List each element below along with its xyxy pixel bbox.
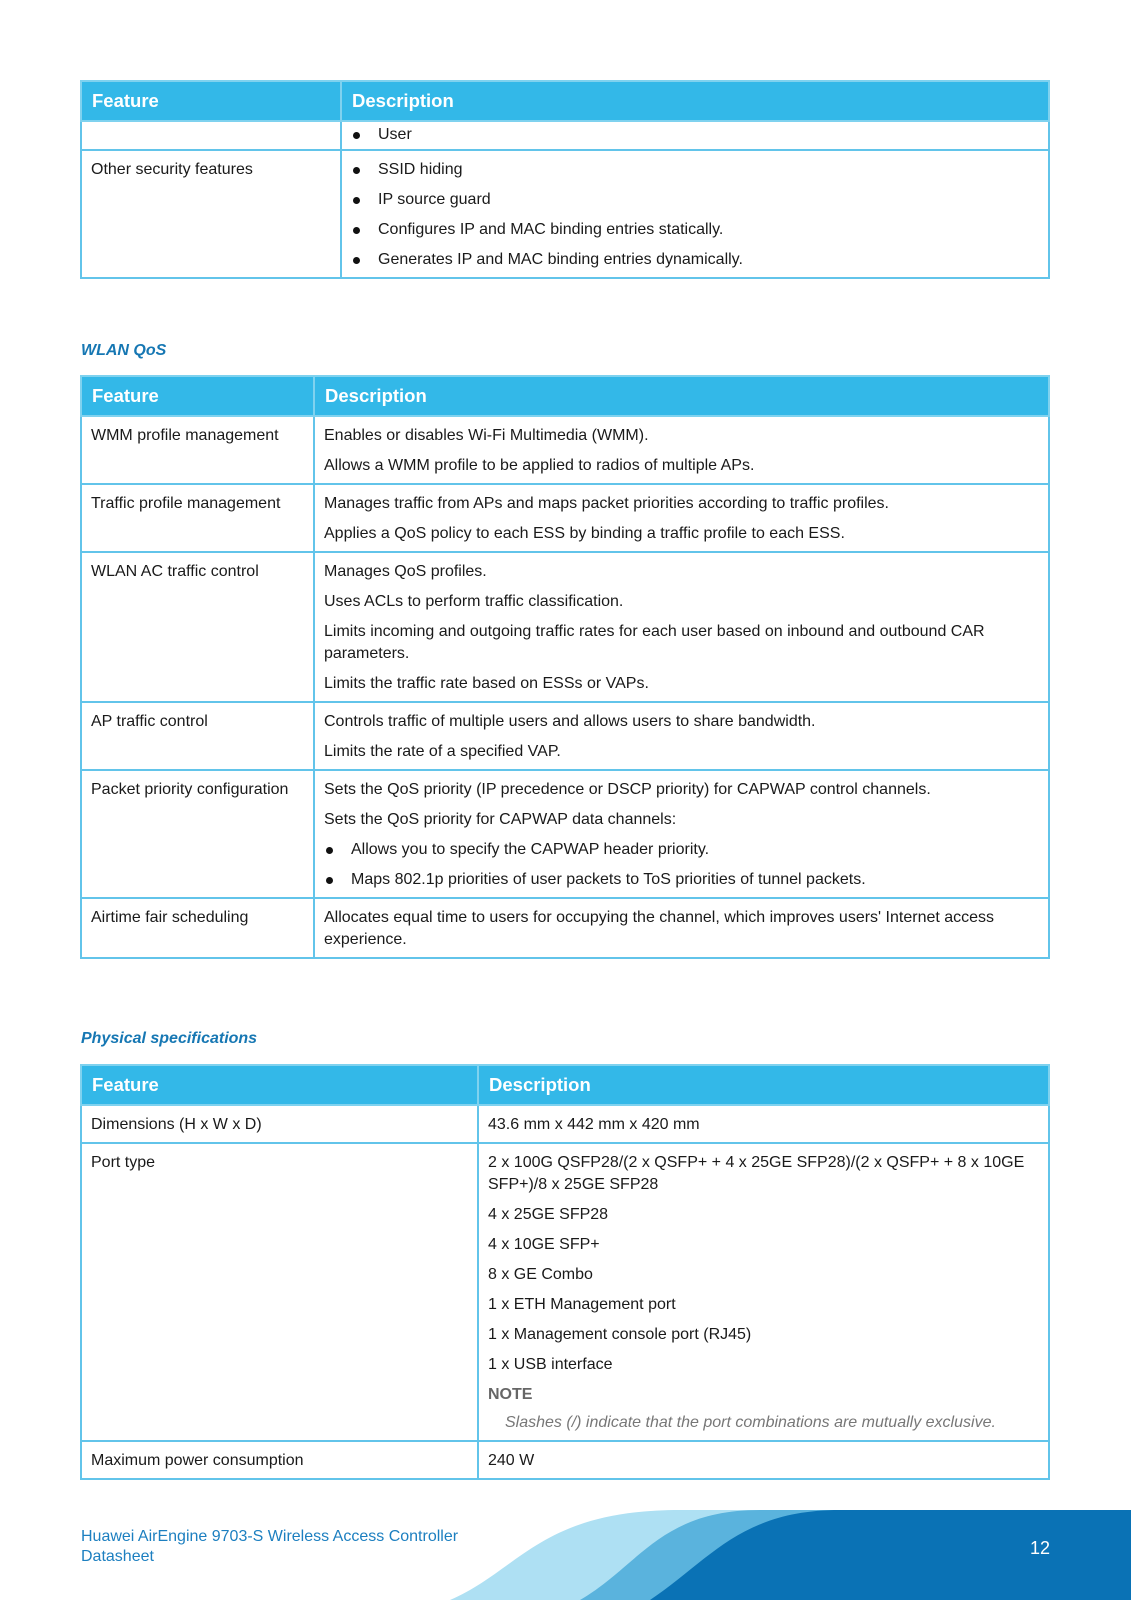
- description-line: Allocates equal time to users for occupying the channel, which improves users' Internet access experience.: [324, 909, 995, 948]
- note-label: NOTE: [488, 1386, 533, 1403]
- bullet-item: Allows you to specify the CAPWAP header priority.: [324, 839, 1039, 861]
- column-header-description: Description: [314, 376, 1049, 416]
- description-cell: [314, 898, 1049, 958]
- description-line: 1 x ETH Management port: [488, 1296, 676, 1313]
- feature-cell: WMM profile management: [81, 416, 314, 484]
- feature-cell: Dimensions (H x W x D): [81, 1105, 478, 1143]
- feature-cell: Packet priority configuration: [81, 770, 314, 898]
- feature-cell: Maximum power consumption: [81, 1441, 478, 1479]
- footer-line-2: Datasheet: [81, 1548, 154, 1565]
- bullet-item: IP source guard: [351, 189, 1039, 211]
- feature-cell: AP traffic control: [81, 702, 314, 770]
- description-cell: [341, 121, 1049, 150]
- feature-cell: WLAN AC traffic control: [81, 552, 314, 702]
- table-row: [81, 898, 1049, 958]
- description-line: 4 x 25GE SFP28: [488, 1206, 609, 1223]
- description-cell: [478, 1105, 1049, 1143]
- description-cell: [314, 484, 1049, 552]
- description-cell: [341, 150, 1049, 278]
- description-line: Enables or disables Wi-Fi Multimedia (WMM).: [324, 427, 649, 444]
- description-line: Allows a WMM profile to be applied to radios of multiple APs.: [324, 457, 755, 474]
- section-title-wlan-qos: WLAN QoS: [81, 342, 167, 359]
- description-line: Limits incoming and outgoing traffic rates for each user based on inbound and outbound CAR parameters.: [324, 623, 985, 662]
- bullet-item: User: [351, 124, 1039, 146]
- security-features-table: [80, 80, 1050, 279]
- section-title-physical-specifications: Physical specifications: [81, 1030, 258, 1047]
- table-row: [81, 552, 1049, 702]
- description-cell: [314, 552, 1049, 702]
- bullet-item: SSID hiding: [351, 159, 1039, 181]
- table-row: [81, 770, 1049, 898]
- description-cell: [314, 770, 1049, 898]
- description-line: 240 W: [488, 1452, 535, 1469]
- description-line: Sets the QoS priority for CAPWAP data channels:: [324, 811, 677, 828]
- column-header-description: Description: [478, 1065, 1049, 1105]
- note-text: Slashes (/) indicate that the port combinations are mutually exclusive.: [505, 1414, 996, 1431]
- description-line: Manages traffic from APs and maps packet priorities according to traffic profiles.: [324, 495, 889, 512]
- description-line: Sets the QoS priority (IP precedence or DSCP priority) for CAPWAP control channels.: [324, 781, 931, 798]
- bullet-item: Generates IP and MAC binding entries dynamically.: [351, 249, 1039, 271]
- feature-cell: Traffic profile management: [81, 484, 314, 552]
- description-line: Limits the rate of a specified VAP.: [324, 743, 561, 760]
- table-row: [81, 1143, 1049, 1441]
- description-cell: [314, 702, 1049, 770]
- description-line: 43.6 mm x 442 mm x 420 mm: [488, 1116, 700, 1133]
- wlan-qos-table: [80, 375, 1050, 959]
- table-row: [81, 484, 1049, 552]
- table-row: [81, 1441, 1049, 1479]
- page-number: 12: [1030, 1538, 1051, 1558]
- footer-document-title: [81, 1527, 458, 1567]
- description-line: 8 x GE Combo: [488, 1266, 593, 1283]
- table-row: [81, 121, 1049, 150]
- table-row: [81, 1105, 1049, 1143]
- description-line: 1 x USB interface: [488, 1356, 613, 1373]
- description-cell: [478, 1143, 1049, 1441]
- description-line: 2 x 100G QSFP28/(2 x QSFP+ + 4 x 25GE SFP28)/(2 x QSFP+ + 8 x 10GE SFP+)/8 x 25GE SFP28: [488, 1154, 1025, 1193]
- column-header-feature: Feature: [81, 376, 314, 416]
- description-line: Controls traffic of multiple users and allows users to share bandwidth.: [324, 713, 816, 730]
- description-line: Applies a QoS policy to each ESS by binding a traffic profile to each ESS.: [324, 525, 845, 542]
- feature-cell: Airtime fair scheduling: [81, 898, 314, 958]
- table-header-row: [81, 376, 1049, 416]
- feature-cell: Other security features: [81, 150, 341, 278]
- bullet-item: Configures IP and MAC binding entries statically.: [351, 219, 1039, 241]
- description-cell: [478, 1441, 1049, 1479]
- description-line: Uses ACLs to perform traffic classification.: [324, 593, 624, 610]
- table-row: [81, 416, 1049, 484]
- column-header-description: Description: [341, 81, 1049, 121]
- bullet-item: Maps 802.1p priorities of user packets to ToS priorities of tunnel packets.: [324, 869, 1039, 891]
- table-header-row: [81, 81, 1049, 121]
- description-line: Limits the traffic rate based on ESSs or VAPs.: [324, 675, 649, 692]
- description-line: 4 x 10GE SFP+: [488, 1236, 600, 1253]
- table-row: [81, 702, 1049, 770]
- description-line: Manages QoS profiles.: [324, 563, 487, 580]
- column-header-feature: Feature: [81, 1065, 478, 1105]
- table-header-row: [81, 1065, 1049, 1105]
- description-line: 1 x Management console port (RJ45): [488, 1326, 752, 1343]
- table-row: [81, 150, 1049, 278]
- physical-specifications-table: [80, 1064, 1050, 1480]
- feature-cell: Port type: [81, 1143, 478, 1441]
- footer-line-1: Huawei AirEngine 9703-S Wireless Access Controller: [81, 1528, 459, 1545]
- feature-cell: [81, 121, 341, 150]
- description-cell: [314, 416, 1049, 484]
- column-header-feature: Feature: [81, 81, 341, 121]
